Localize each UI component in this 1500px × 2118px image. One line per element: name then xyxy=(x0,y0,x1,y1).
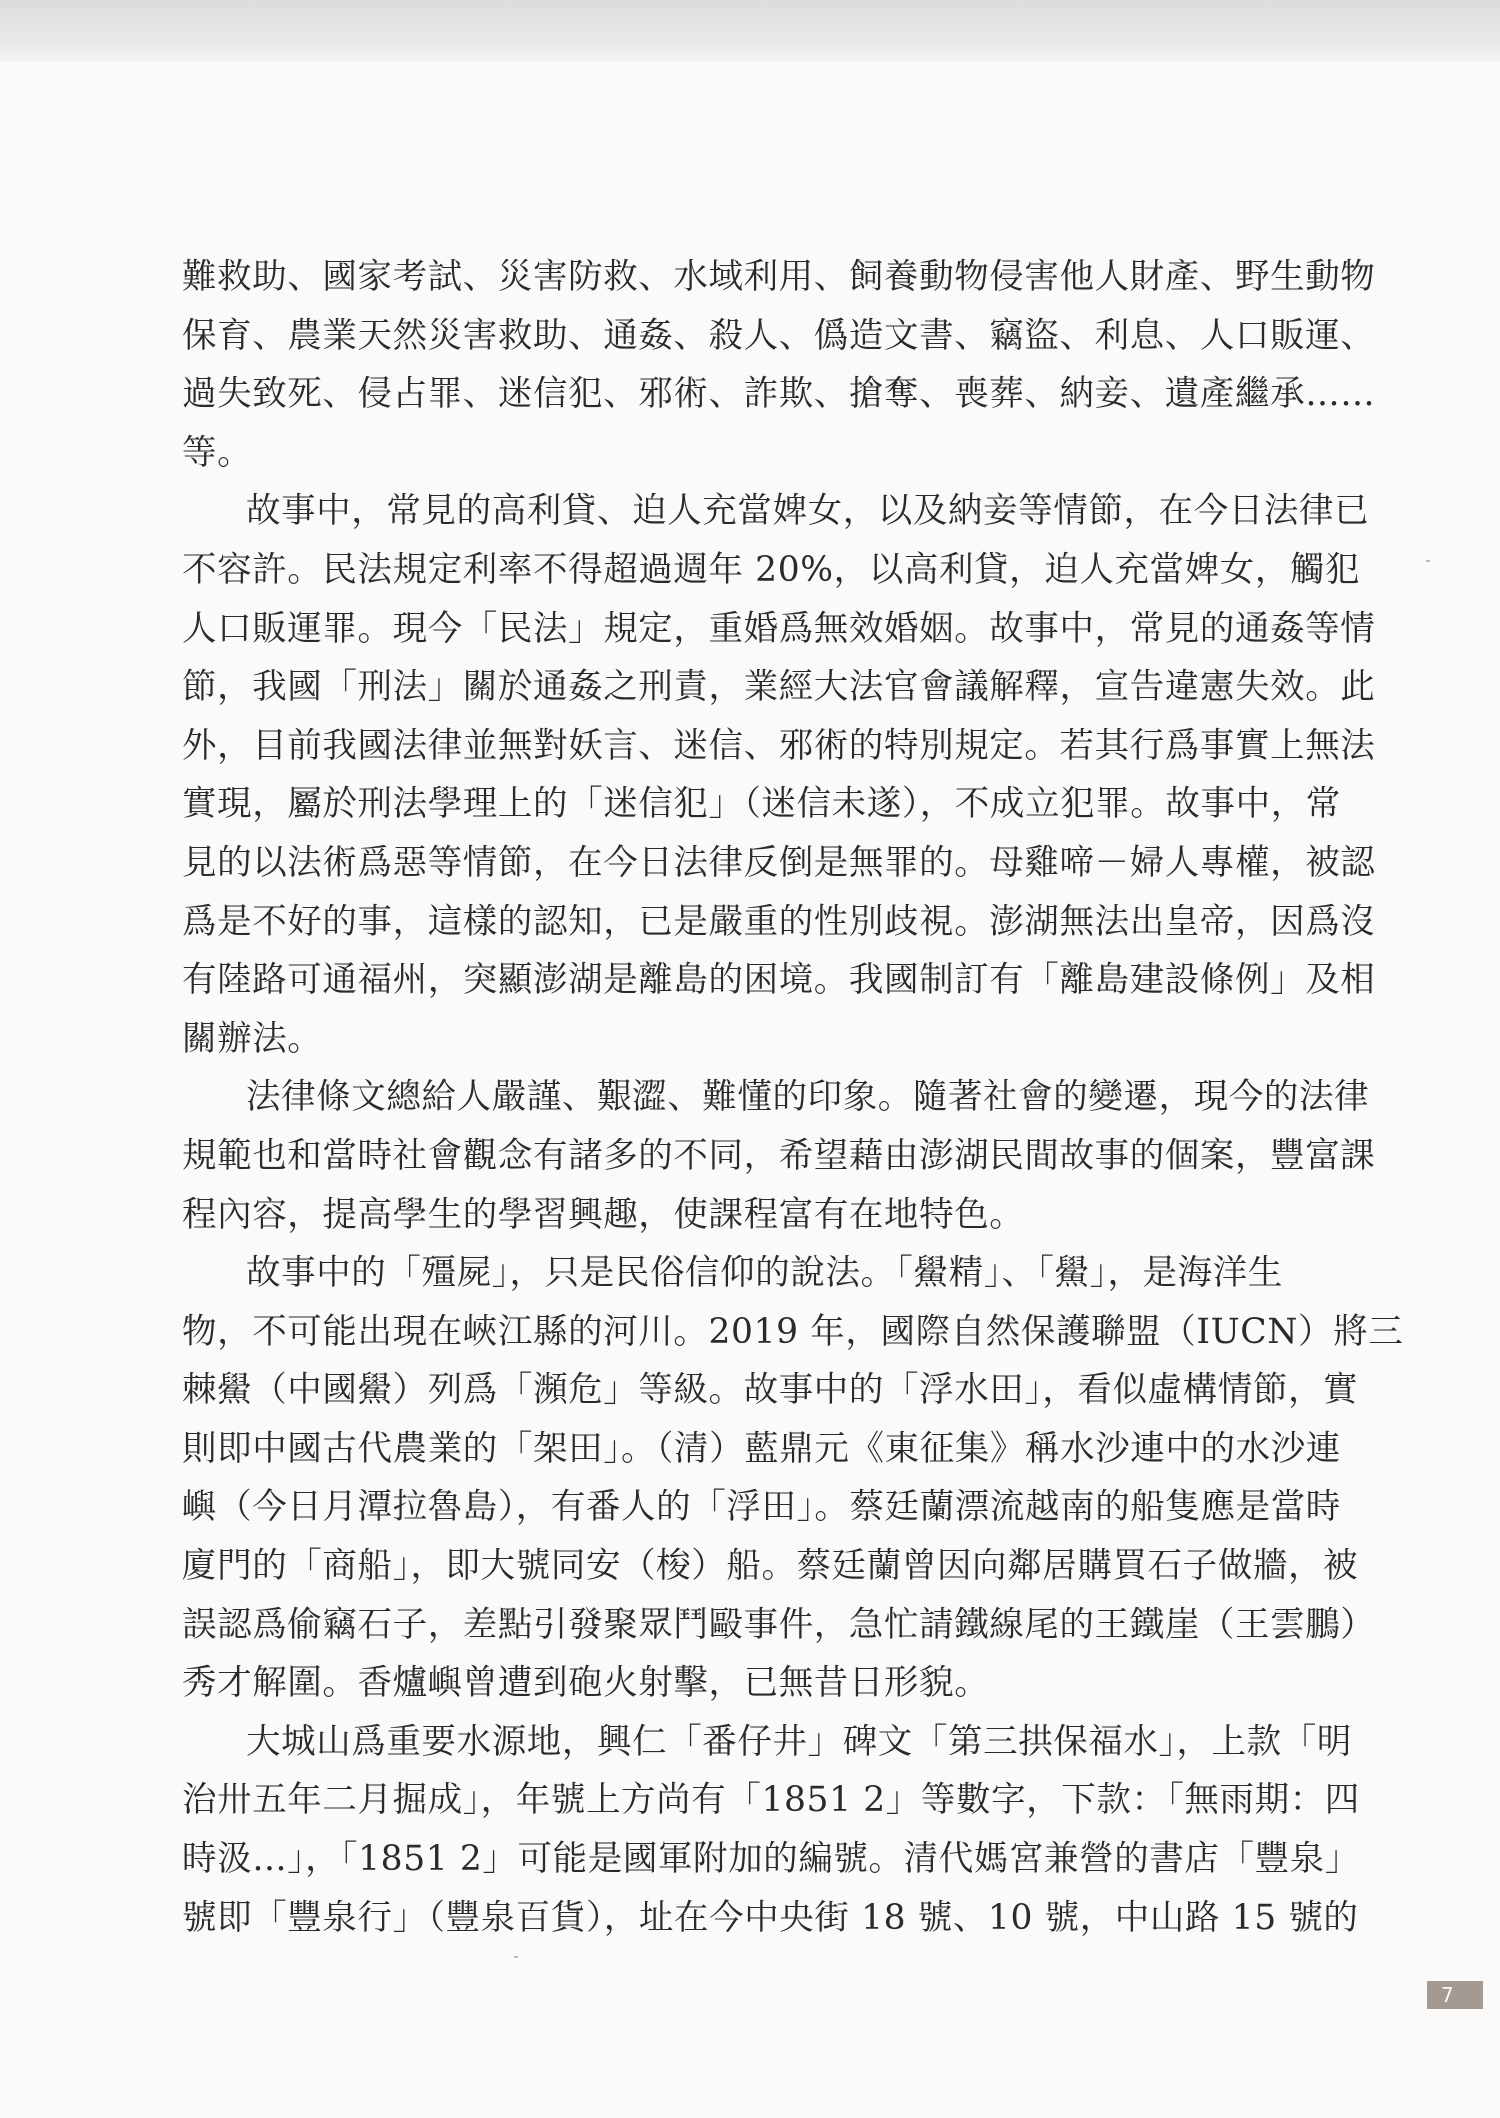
text-line: 關辦法。 xyxy=(182,1018,323,1059)
scan-edge xyxy=(0,0,1500,62)
text-line: 過失致死、侵占罪、迷信犯、邪術、詐欺、搶奪、喪葬、納妾、遺產繼承…… xyxy=(182,374,1376,415)
text-line: 節，我國「刑法」關於通姦之刑責，業經大法官會議解釋，宣告違憲失效。此 xyxy=(182,667,1376,708)
text-line: 有陸路可通福州，突顯澎湖是離島的困境。我國制訂有「離島建設條例」及相 xyxy=(182,960,1376,1001)
text-line: 規範也和當時社會觀念有諸多的不同，希望藉由澎湖民間故事的個案，豐富課 xyxy=(182,1135,1376,1176)
text-line: 外，目前我國法律並無對妖言、迷信、邪術的特別規定。若其行爲事實上無法 xyxy=(182,725,1376,766)
text-line: 秀才解圍。香爐嶼曾遭到砲火射擊，已無昔日形貌。 xyxy=(182,1663,990,1704)
text-line: 難救助、國家考試、災害防救、水域利用、飼養動物侵害他人財產、野生動物 xyxy=(182,257,1376,297)
paragraph xyxy=(182,1068,1376,1244)
text-line: 則即中國古代農業的「架田」。（清）藍鼎元《東征集》稱水沙連中的水沙連 xyxy=(182,1428,1341,1469)
text-line: 物，不可能出現在峽江縣的河川。2019 年，國際自然保護聯盟（IUCN）將三 xyxy=(182,1311,1404,1352)
text-line: 大城山爲重要水源地，興仁「番仔井」碑文「第三拱保福水」，上款「明 xyxy=(246,1721,1352,1762)
text-line: 保育、農業天然災害救助、通姦、殺人、僞造文書、竊盜、利息、人口販運、 xyxy=(182,315,1376,356)
paragraph xyxy=(182,248,1376,482)
scan-speck xyxy=(1426,560,1430,562)
text-line: 治卅五年二月掘成」，年號上方尚有「1851 2」等數字，下款：「無雨期：四 xyxy=(182,1780,1360,1821)
text-line: 見的以法術爲惡等情節，在今日法律反倒是無罪的。母雞啼－婦人專權，被認 xyxy=(182,842,1376,883)
text-line: 嶼（今日月潭拉魯島），有番人的「浮田」。蔡廷蘭漂流越南的船隻應是當時 xyxy=(182,1487,1341,1528)
text-line: 程內容，提高學生的學習興趣，使課程富有在地特色。 xyxy=(182,1194,1025,1235)
text-line: 爲是不好的事，這樣的認知，已是嚴重的性別歧視。澎湖無法出皇帝，因爲沒 xyxy=(182,901,1376,942)
text-line: 人口販運罪。現今「民法」規定，重婚爲無效婚姻。故事中，常見的通姦等情 xyxy=(182,608,1376,649)
text-line: 時汲…」，「1851 2」可能是國軍附加的編號。清代媽宮兼營的書店「豐泉」 xyxy=(182,1839,1360,1880)
paragraph xyxy=(182,482,1376,1068)
text-line: 實現，屬於刑法學理上的「迷信犯」（迷信未遂），不成立犯罪。故事中，常 xyxy=(182,784,1341,825)
scan-speck xyxy=(514,1956,518,1958)
text-line: 故事中的「殭屍」，只是民俗信仰的說法。「鱟精」、「鱟」，是海洋生 xyxy=(246,1253,1283,1294)
text-line: 不容許。民法規定利率不得超過週年 20%，以高利貸，迫人充當婢女，觸犯 xyxy=(182,549,1361,590)
text-line: 誤認爲偷竊石子，差點引發聚眾鬥毆事件，急忙請鐵線尾的王鐵崖（王雲鵬） xyxy=(182,1604,1376,1645)
text-line: 法律條文總給人嚴謹、艱澀、難懂的印象。隨著社會的變遷，現今的法律 xyxy=(246,1077,1370,1118)
paragraph xyxy=(182,1244,1404,1713)
text-line: 棘鱟（中國鱟）列爲「瀕危」等級。故事中的「浮水田」，看似虛構情節，實 xyxy=(182,1370,1359,1411)
text-line: 號即「豐泉行」（豐泉百貨），址在今中央街 18 號、10 號，中山路 15 號的 xyxy=(182,1897,1359,1938)
text-line: 等。 xyxy=(182,432,253,473)
paragraph xyxy=(182,1713,1360,1947)
text-line: 故事中，常見的高利貸、迫人充當婢女，以及納妾等情節，在今日法律已 xyxy=(246,491,1370,532)
page-number: 7 xyxy=(1427,1981,1483,2009)
body-text xyxy=(182,248,1404,1947)
text-line: 廈門的「商船」，即大號同安（梭）船。蔡廷蘭曾因向鄰居購買石子做牆，被 xyxy=(182,1546,1359,1587)
